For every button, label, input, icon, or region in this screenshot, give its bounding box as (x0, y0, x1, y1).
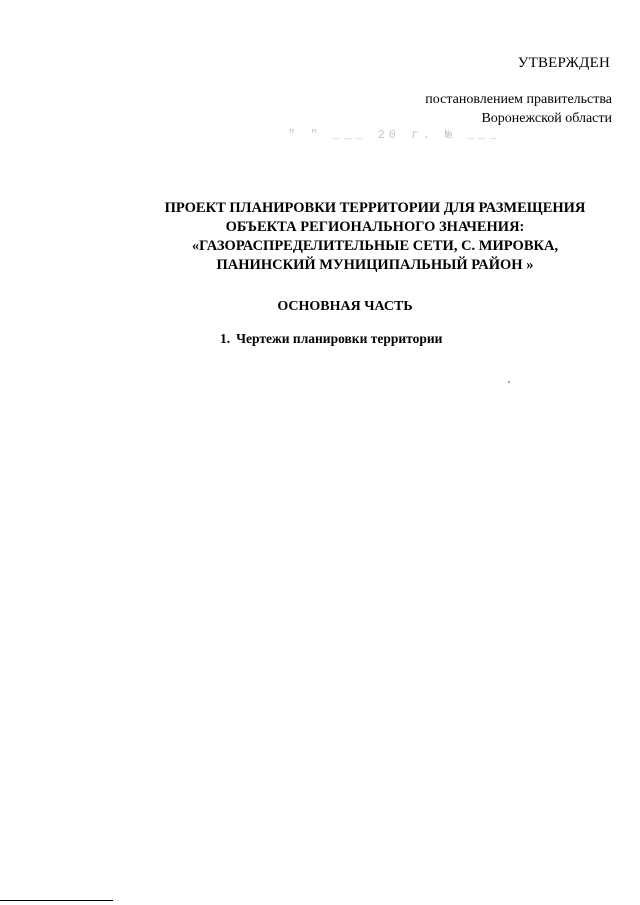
decree-line: постановлением правительства (425, 92, 612, 107)
title-line: ПРОЕКТ ПЛАНИРОВКИ ТЕРРИТОРИИ ДЛЯ РАЗМЕЩЕНИЯ (164, 200, 586, 216)
list-item-label: Чертежи планировки территории (236, 331, 443, 346)
faded-date-stamp: " " ___ 20 г. № ___ (288, 128, 501, 142)
footnote-rule (0, 900, 113, 901)
decree-line: Воронежской области (481, 111, 612, 126)
list-item-number: 1. (220, 331, 231, 346)
title-line: ПАНИНСКИЙ МУНИЦИПАЛЬНЫЙ РАЙОН » (216, 257, 534, 273)
scan-speck (508, 381, 510, 383)
title-line: «ГАЗОРАСПРЕДЕЛИТЕЛЬНЫЕ СЕТИ, С. МИРОВКА, (191, 238, 559, 254)
document-title (140, 199, 610, 275)
title-line: ОБЪЕКТА РЕГИОНАЛЬНОГО ЗНАЧЕНИЯ: (225, 219, 525, 235)
section-heading: ОСНОВНАЯ ЧАСТЬ (277, 299, 413, 314)
approval-heading: УТВЕРЖДЕН (517, 55, 610, 71)
decree-block (425, 90, 612, 128)
list-item (220, 331, 442, 347)
